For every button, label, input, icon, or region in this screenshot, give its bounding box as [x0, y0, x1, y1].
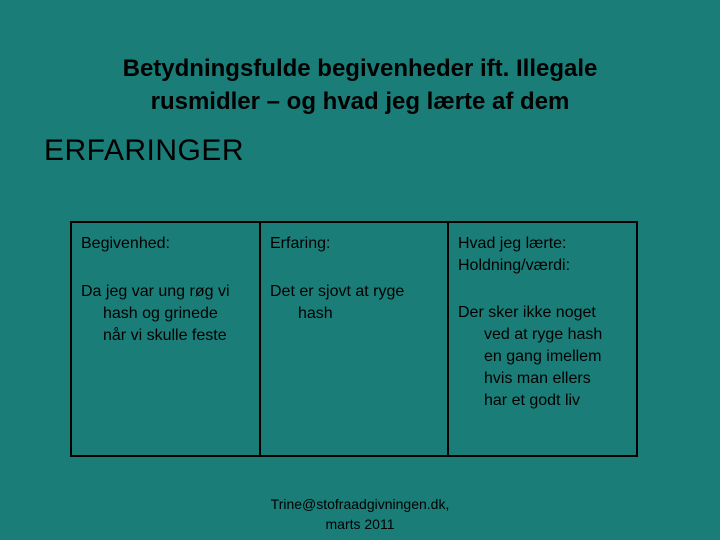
- cell-experience: [270, 281, 441, 325]
- cell-learned: [458, 302, 630, 412]
- cell-event: [81, 281, 253, 347]
- cell-learned-line: har et godt liv: [484, 392, 581, 409]
- cell-learned-line: hvis man ellers: [484, 370, 591, 387]
- cell-event-line: hash og grinede: [103, 305, 218, 322]
- section-heading: ERFARINGER: [44, 134, 245, 167]
- cell-learned-line: ved at ryge hash: [484, 326, 603, 343]
- footer-email: Trine@stofraadgivningen.dk,: [270, 496, 450, 512]
- column-header-experience: Erfaring:: [270, 235, 331, 252]
- table-column-experience: [261, 223, 449, 455]
- table-column-learned: [449, 223, 636, 455]
- cell-event-line: Da jeg var ung røg vi: [81, 283, 230, 300]
- slide-title-line-1: Betydningsfulde begivenheder ift. Illegale: [122, 55, 598, 82]
- cell-event-line: når vi skulle feste: [103, 327, 227, 344]
- slide-title: [60, 52, 660, 118]
- footer-credit: [230, 494, 490, 534]
- cell-experience-line: hash: [298, 305, 333, 322]
- table-column-event: [72, 223, 261, 455]
- column-header-event: Begivenhed:: [81, 235, 170, 252]
- experience-table: [70, 221, 638, 457]
- cell-learned-line: Der sker ikke noget: [458, 304, 596, 321]
- cell-learned-line: en gang imellem: [484, 348, 602, 365]
- column-header-learned: Hvad jeg lærte: Holdning/værdi:: [458, 235, 571, 274]
- cell-experience-line: Det er sjovt at ryge: [270, 283, 405, 300]
- footer-date: marts 2011: [325, 516, 395, 532]
- slide-title-line-2: rusmidler – og hvad jeg lærte af dem: [150, 88, 570, 115]
